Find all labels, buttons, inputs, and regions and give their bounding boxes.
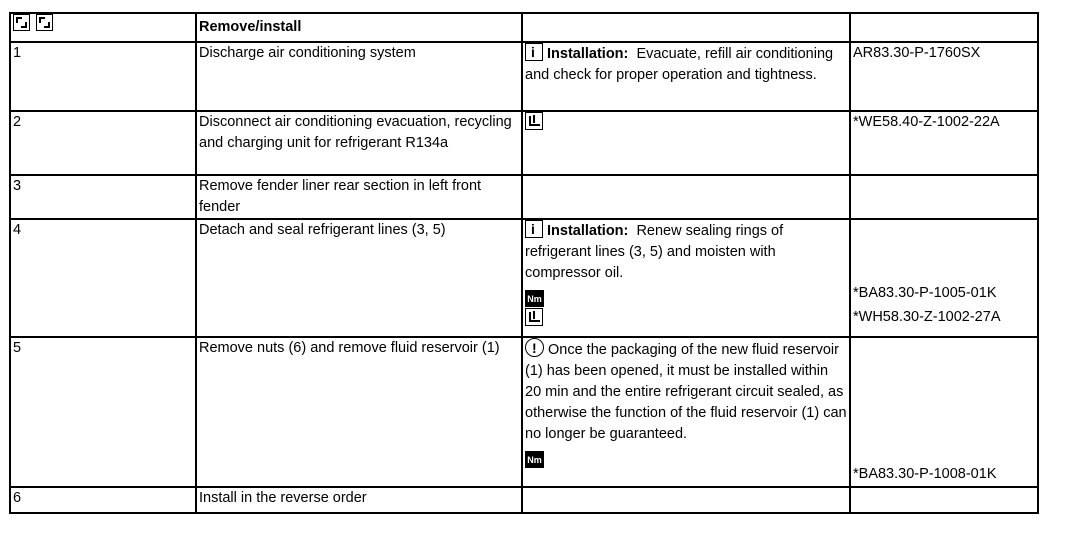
step-description: Remove fender liner rear section in left front fender	[196, 175, 522, 219]
info-icon	[525, 220, 543, 238]
table-row	[10, 175, 1038, 219]
remove-icon	[13, 14, 30, 31]
reference-link[interactable]: AR83.30-P-1760SX	[850, 42, 1038, 111]
reference-link[interactable]: *WH58.30-Z-1002-27A	[853, 309, 1001, 325]
table-row	[10, 337, 1038, 487]
info-icon	[525, 43, 543, 61]
special-tool-icon	[525, 308, 543, 326]
reference-link[interactable]: *BA83.30-P-1005-01K	[853, 285, 997, 301]
header-empty-cell	[850, 13, 1038, 42]
step-note	[522, 487, 850, 513]
step-number: 6	[10, 487, 196, 513]
step-description: Disconnect air conditioning evacuation, recycling and charging unit for refrigerant R134a	[196, 111, 522, 175]
reference-cell	[850, 219, 1038, 337]
torque-nm-icon: Nm	[525, 451, 544, 468]
step-description: Detach and seal refrigerant lines (3, 5)	[196, 219, 522, 337]
step-number: 2	[10, 111, 196, 175]
step-number: 5	[10, 337, 196, 487]
step-description: Install in the reverse order	[196, 487, 522, 513]
header-empty-cell	[522, 13, 850, 42]
note-text: Renew sealing rings of refrigerant lines (3, 5) and moisten with compressor oil.	[525, 223, 784, 281]
header-title: Remove/install	[196, 13, 522, 42]
header-row	[10, 13, 1038, 42]
reference-cell	[850, 175, 1038, 219]
reference-link[interactable]: *BA83.30-P-1008-01K	[853, 466, 997, 482]
note-text: Evacuate, refill air conditioning and check for proper operation and tightness.	[525, 46, 834, 83]
header-icons-cell	[10, 13, 196, 42]
special-tool-icon	[525, 112, 543, 130]
reference-link[interactable]: *WE58.40-Z-1002-22A	[850, 111, 1038, 175]
step-number: 1	[10, 42, 196, 111]
reference-cell	[850, 487, 1038, 513]
installation-label: Installation:	[547, 46, 629, 62]
procedure-table	[9, 12, 1039, 514]
step-number: 3	[10, 175, 196, 219]
step-description: Remove nuts (6) and remove fluid reservoir (1)	[196, 337, 522, 487]
step-note	[522, 111, 850, 175]
installation-label: Installation:	[547, 223, 629, 239]
table-row	[10, 42, 1038, 111]
install-icon	[36, 14, 53, 31]
step-note	[522, 337, 850, 487]
table-row	[10, 111, 1038, 175]
warning-text: Once the packaging of the new fluid reservoir (1) has been opened, it must be installed within 20 min and the entire refrigerant circuit sealed, as otherwise the function of the fluid reservoir (1) can no longer be guaranteed.	[525, 342, 847, 442]
table-row	[10, 219, 1038, 337]
step-description: Discharge air conditioning system	[196, 42, 522, 111]
table-row	[10, 487, 1038, 513]
step-note	[522, 219, 850, 337]
warning-icon	[525, 338, 544, 357]
torque-nm-icon: Nm	[525, 290, 544, 307]
step-number: 4	[10, 219, 196, 337]
step-note	[522, 42, 850, 111]
step-note	[522, 175, 850, 219]
reference-cell	[850, 337, 1038, 487]
